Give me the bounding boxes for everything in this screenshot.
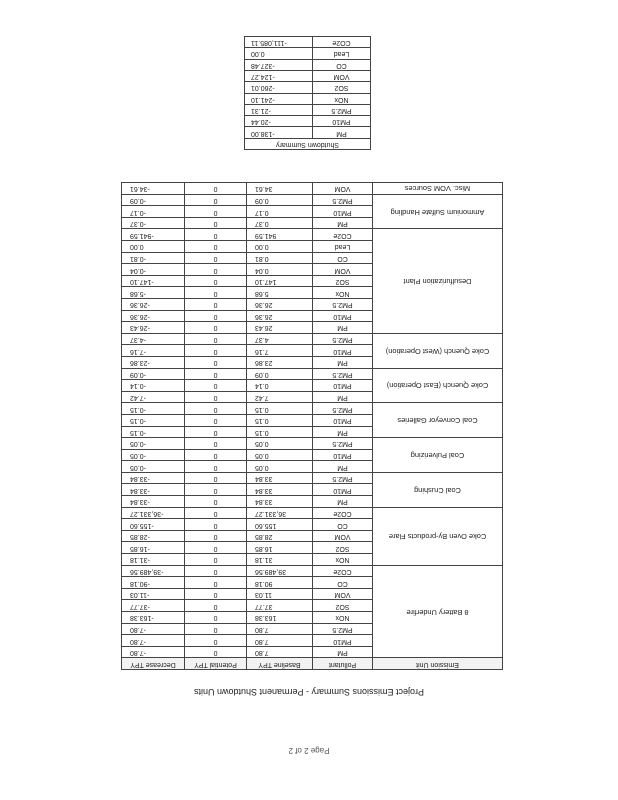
pollutant-cell: VOM [313,530,373,542]
summary-row [245,37,371,48]
potential-tpy-cell: 0 [185,438,247,450]
emission-unit-cell: Coke Quench (East Operation) [373,368,503,403]
baseline-tpy-cell: 28.85 [247,530,313,542]
baseline-tpy-cell: 0.17 [247,206,313,218]
summary-pollutant-cell: CO [313,59,371,70]
page-title: Project Emissions Summary - Permanent Shutdown Units [193,687,425,697]
baseline-tpy-cell: 5.68 [247,287,313,299]
potential-tpy-cell: 0 [185,449,247,461]
emission-unit-cell: Coke Quench (West Operation) [373,333,503,368]
potential-tpy-cell: 0 [185,356,247,368]
decrease-tpy-cell: -7.80 [122,623,185,635]
decrease-tpy-cell: -5.68 [122,287,185,299]
baseline-tpy-cell: 7.80 [247,646,313,658]
pollutant-cell: PM10 [313,414,373,426]
pollutant-cell: PM [313,356,373,368]
summary-row [245,104,371,115]
pollutant-cell: PM2.5 [313,333,373,345]
decrease-tpy-cell: -26.43 [122,322,185,334]
potential-tpy-cell: 0 [185,380,247,392]
baseline-tpy-cell: 0.15 [247,403,313,415]
decrease-tpy-cell: -0.81 [122,252,185,264]
baseline-tpy-cell: 4.37 [247,333,313,345]
pollutant-cell: PM10 [313,635,373,647]
shutdown-summary-table [244,36,371,150]
pollutant-cell: PM2.5 [313,438,373,450]
summary-value-cell: -327.48 [245,59,313,70]
decrease-tpy-cell: -4.37 [122,333,185,345]
potential-tpy-cell: 0 [185,519,247,531]
emission-unit-cell: Coal Conveyor Galleries [373,403,503,438]
baseline-tpy-cell: 7.42 [247,391,313,403]
column-header: Decrease TPY [122,658,185,670]
summary-value-cell: -124.27 [245,70,313,81]
summary-pollutant-cell: SO2 [313,82,371,93]
baseline-tpy-cell: 34.61 [247,183,313,195]
potential-tpy-cell: 0 [185,530,247,542]
potential-tpy-cell: 0 [185,472,247,484]
baseline-tpy-cell: 31.18 [247,554,313,566]
baseline-tpy-cell: 0.04 [247,264,313,276]
potential-tpy-cell: 0 [185,577,247,589]
decrease-tpy-cell: -0.14 [122,380,185,392]
decrease-tpy-cell: -39,489.56 [122,565,185,577]
potential-tpy-cell: 0 [185,368,247,380]
column-header: Emission Unit [373,658,503,670]
decrease-tpy-cell: -7.16 [122,345,185,357]
baseline-tpy-cell: 0.15 [247,414,313,426]
summary-value-cell: -260.01 [245,82,313,93]
decrease-tpy-cell: -0.15 [122,414,185,426]
emission-unit-cell: Coal Pulverizing [373,438,503,473]
baseline-tpy-cell: 0.15 [247,426,313,438]
potential-tpy-cell: 0 [185,426,247,438]
potential-tpy-cell: 0 [185,264,247,276]
emission-unit-cell: Ammonium Sulfate Handling [373,194,503,229]
baseline-tpy-cell: 7.16 [247,345,313,357]
potential-tpy-cell: 0 [185,183,247,195]
decrease-tpy-cell: -26.36 [122,299,185,311]
baseline-tpy-cell: 90.18 [247,577,313,589]
summary-row [245,59,371,70]
table-row [122,391,503,403]
potential-tpy-cell: 0 [185,287,247,299]
decrease-tpy-cell: -0.05 [122,438,185,450]
decrease-tpy-cell: -163.38 [122,612,185,624]
potential-tpy-cell: 0 [185,554,247,566]
decrease-tpy-cell: -16.85 [122,542,185,554]
potential-tpy-cell: 0 [185,565,247,577]
emissions-table-body [122,183,503,658]
pollutant-cell: NOx [313,554,373,566]
baseline-tpy-cell: 7.80 [247,623,313,635]
baseline-tpy-cell: 0.05 [247,461,313,473]
baseline-tpy-cell: 0.00 [247,241,313,253]
summary-table-body [245,37,371,139]
table-row [122,646,503,658]
potential-tpy-cell: 0 [185,542,247,554]
potential-tpy-cell: 0 [185,403,247,415]
decrease-tpy-cell: 0.00 [122,241,185,253]
summary-row [245,48,371,59]
pollutant-cell: PM10 [313,380,373,392]
table-row [122,426,503,438]
pollutant-cell: PM [313,391,373,403]
decrease-tpy-cell: -7.42 [122,391,185,403]
baseline-tpy-cell: 7.80 [247,635,313,647]
baseline-tpy-cell: 16.85 [247,542,313,554]
potential-tpy-cell: 0 [185,229,247,241]
table-row [122,183,503,195]
summary-pollutant-cell: Lead [313,48,371,59]
baseline-tpy-cell: 0.37 [247,217,313,229]
pollutant-cell: PM10 [313,345,373,357]
baseline-tpy-cell: 0.81 [247,252,313,264]
table-header-row [122,658,503,670]
pollutant-cell: PM10 [313,449,373,461]
pollutant-cell: PM2.5 [313,472,373,484]
potential-tpy-cell: 0 [185,600,247,612]
potential-tpy-cell: 0 [185,310,247,322]
baseline-tpy-cell: 941.59 [247,229,313,241]
baseline-tpy-cell: 26.36 [247,310,313,322]
pollutant-cell: PM [313,426,373,438]
potential-tpy-cell: 0 [185,588,247,600]
pollutant-cell: PM [313,461,373,473]
potential-tpy-cell: 0 [185,345,247,357]
summary-pollutant-cell: NOx [313,93,371,104]
decrease-tpy-cell: -33.84 [122,484,185,496]
decrease-tpy-cell: -36,331.27 [122,507,185,519]
pollutant-cell: SO2 [313,542,373,554]
baseline-tpy-cell: 11.03 [247,588,313,600]
baseline-tpy-cell: 0.14 [247,380,313,392]
pollutant-cell: PM2.5 [313,623,373,635]
potential-tpy-cell: 0 [185,252,247,264]
pollutant-cell: NOx [313,287,373,299]
baseline-tpy-cell: 0.05 [247,449,313,461]
potential-tpy-cell: 0 [185,635,247,647]
baseline-tpy-cell: 26.36 [247,299,313,311]
decrease-tpy-cell: -0.15 [122,403,185,415]
decrease-tpy-cell: -33.84 [122,472,185,484]
potential-tpy-cell: 0 [185,299,247,311]
baseline-tpy-cell: 26.43 [247,322,313,334]
decrease-tpy-cell: -37.77 [122,600,185,612]
summary-value-cell: -20.44 [245,116,313,127]
potential-tpy-cell: 0 [185,391,247,403]
pollutant-cell: PM [313,646,373,658]
decrease-tpy-cell: -0.15 [122,426,185,438]
potential-tpy-cell: 0 [185,484,247,496]
summary-row [245,93,371,104]
baseline-tpy-cell: 36,331.27 [247,507,313,519]
potential-tpy-cell: 0 [185,414,247,426]
pollutant-cell: CO2e [313,507,373,519]
table-row [122,554,503,566]
baseline-tpy-cell: 147.10 [247,275,313,287]
decrease-tpy-cell: -0.04 [122,264,185,276]
decrease-tpy-cell: -11.03 [122,588,185,600]
pollutant-cell: PM [313,496,373,508]
table-row [122,461,503,473]
potential-tpy-cell: 0 [185,612,247,624]
table-row [122,356,503,368]
emission-unit-cell: Desulfurization Plant [373,229,503,333]
pollutant-cell: CO [313,577,373,589]
potential-tpy-cell: 0 [185,206,247,218]
column-header: Pollutant [313,658,373,670]
baseline-tpy-cell: 33.84 [247,484,313,496]
baseline-tpy-cell: 33.84 [247,472,313,484]
baseline-tpy-cell: 163.38 [247,612,313,624]
potential-tpy-cell: 0 [185,507,247,519]
baseline-tpy-cell: 39,489.56 [247,565,313,577]
table-row [122,496,503,508]
summary-row [245,70,371,81]
pollutant-cell: CO [313,519,373,531]
summary-row [245,82,371,93]
emission-unit-cell: Misc. VOM Sources [373,183,503,195]
decrease-tpy-cell: -23.86 [122,356,185,368]
pollutant-cell: PM [313,322,373,334]
potential-tpy-cell: 0 [185,333,247,345]
baseline-tpy-cell: 23.86 [247,356,313,368]
decrease-tpy-cell: -155.60 [122,519,185,531]
pollutant-cell: VOM [313,264,373,276]
decrease-tpy-cell: -7.80 [122,635,185,647]
summary-value-cell: -241.10 [245,93,313,104]
summary-pollutant-cell: VOM [313,70,371,81]
pollutant-cell: VOM [313,183,373,195]
potential-tpy-cell: 0 [185,646,247,658]
summary-row [245,127,371,138]
potential-tpy-cell: 0 [185,461,247,473]
potential-tpy-cell: 0 [185,623,247,635]
table-row [122,322,503,334]
emission-unit-cell: Coal Crushing [373,472,503,507]
summary-pollutant-cell: CO2e [313,37,371,48]
pollutant-cell: CO2e [313,565,373,577]
baseline-tpy-cell: 37.77 [247,600,313,612]
pollutant-cell: VOM [313,588,373,600]
pollutant-cell: PM2.5 [313,194,373,206]
pollutant-cell: PM10 [313,484,373,496]
pollutant-cell: PM2.5 [313,403,373,415]
decrease-tpy-cell: -0.09 [122,194,185,206]
decrease-tpy-cell: -0.05 [122,449,185,461]
decrease-tpy-cell: -0.37 [122,217,185,229]
potential-tpy-cell: 0 [185,241,247,253]
summary-pollutant-cell: PM2.5 [313,104,371,115]
decrease-tpy-cell: -31.18 [122,554,185,566]
summary-pollutant-cell: PM10 [313,116,371,127]
pollutant-cell: PM10 [313,206,373,218]
baseline-tpy-cell: 0.09 [247,194,313,206]
summary-value-cell: -111,085.11 [245,37,313,48]
pollutant-cell: SO2 [313,275,373,287]
decrease-tpy-cell: -941.59 [122,229,185,241]
pollutant-cell: PM2.5 [313,368,373,380]
baseline-tpy-cell: 0.05 [247,438,313,450]
table-row [122,217,503,229]
potential-tpy-cell: 0 [185,275,247,287]
summary-title: Shutdown Summary [245,138,371,149]
pollutant-cell: NOx [313,612,373,624]
pollutant-cell: Lead [313,241,373,253]
potential-tpy-cell: 0 [185,217,247,229]
decrease-tpy-cell: -26.36 [122,310,185,322]
pollutant-cell: CO [313,252,373,264]
potential-tpy-cell: 0 [185,194,247,206]
decrease-tpy-cell: -147.10 [122,275,185,287]
summary-value-cell: 0.00 [245,48,313,59]
emission-unit-cell: 8 Battery Underfire [373,565,503,658]
pollutant-cell: PM2.5 [313,299,373,311]
emission-unit-cell: Coke Oven By-products Flare [373,507,503,565]
potential-tpy-cell: 0 [185,496,247,508]
decrease-tpy-cell: -90.18 [122,577,185,589]
summary-value-cell: -138.00 [245,127,313,138]
pollutant-cell: PM [313,217,373,229]
pollutant-cell: CO2e [313,229,373,241]
emissions-table [121,182,503,670]
summary-value-cell: -21.31 [245,104,313,115]
decrease-tpy-cell: -33.84 [122,496,185,508]
pollutant-cell: SO2 [313,600,373,612]
pollutant-cell: PM10 [313,310,373,322]
decrease-tpy-cell: -0.17 [122,206,185,218]
decrease-tpy-cell: -0.05 [122,461,185,473]
potential-tpy-cell: 0 [185,322,247,334]
column-header: Baseline TPY [247,658,313,670]
summary-row [245,116,371,127]
decrease-tpy-cell: -0.09 [122,368,185,380]
page-number: Page 2 of 2 [288,746,330,755]
baseline-tpy-cell: 155.60 [247,519,313,531]
decrease-tpy-cell: -28.85 [122,530,185,542]
decrease-tpy-cell: -34.61 [122,183,185,195]
column-header: Potential TPY [185,658,247,670]
baseline-tpy-cell: 0.09 [247,368,313,380]
summary-pollutant-cell: PM [313,127,371,138]
baseline-tpy-cell: 33.84 [247,496,313,508]
decrease-tpy-cell: -7.80 [122,646,185,658]
